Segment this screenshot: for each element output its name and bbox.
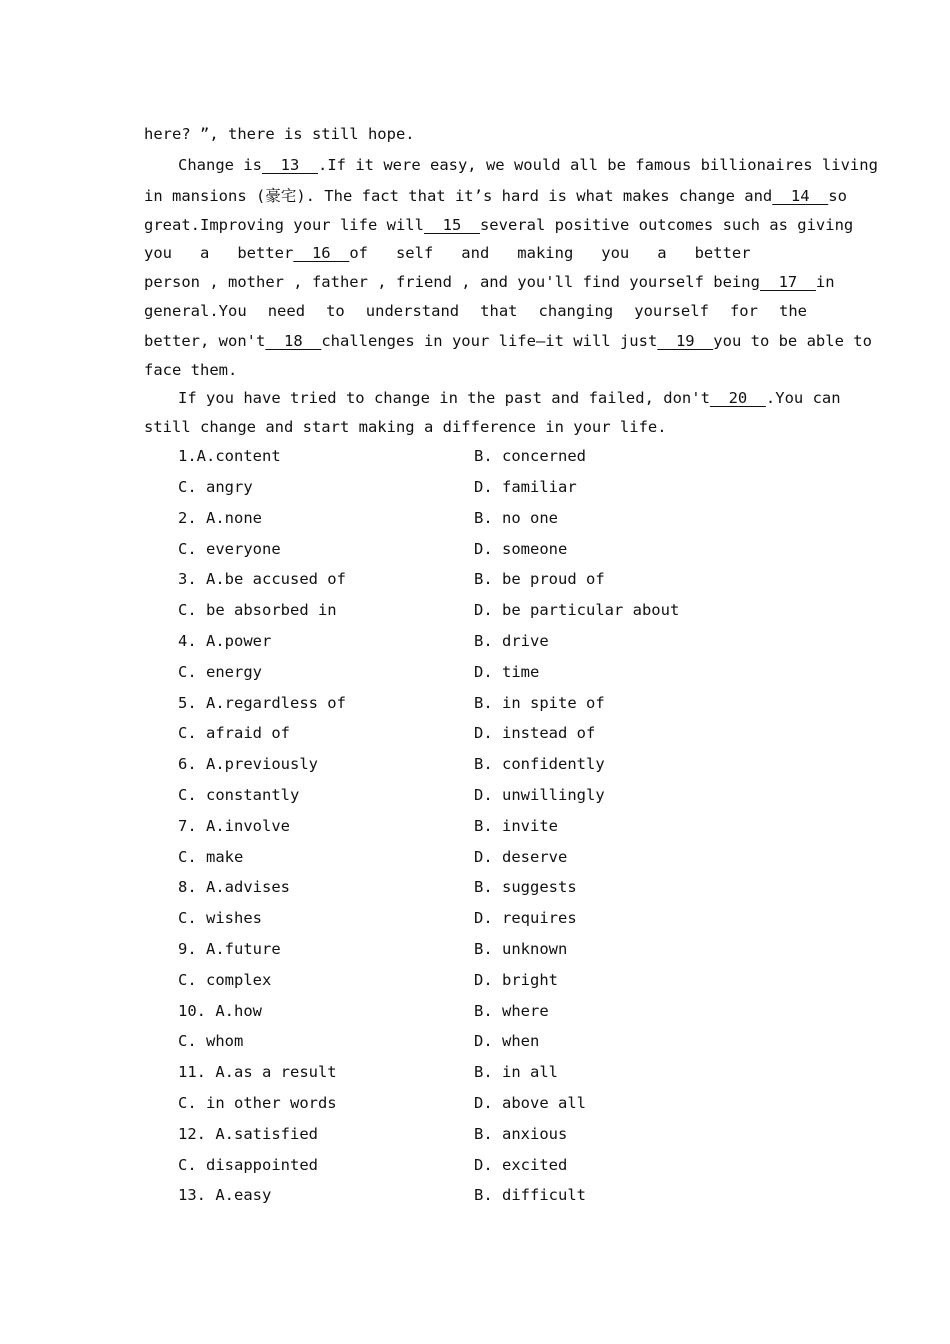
option-b: B. no one xyxy=(474,509,558,527)
passage-line xyxy=(144,186,847,206)
option-c: C. disappointed xyxy=(178,1156,318,1174)
passage-line xyxy=(144,124,807,144)
blank-20: 20 xyxy=(709,389,766,407)
passage-text: If you have tried to change in the past and failed, don't xyxy=(178,389,710,407)
blank-15: 15 xyxy=(423,216,480,234)
blank-14: 14 xyxy=(772,187,829,205)
option-b: B. drive xyxy=(474,632,549,650)
option-a: 11. A.as a result xyxy=(178,1063,337,1081)
passage-line xyxy=(178,155,878,175)
option-b: B. in spite of xyxy=(474,694,605,712)
option-a: 10. A.how xyxy=(178,1002,262,1020)
option-a: 4. A.power xyxy=(178,632,272,650)
option-a: 5. A.regardless of xyxy=(178,694,346,712)
option-b: B. concerned xyxy=(474,447,586,465)
passage-text: in xyxy=(815,273,835,291)
option-b: B. difficult xyxy=(474,1186,586,1204)
passage-text: .If it were easy, we would all be famous billionaires living xyxy=(318,156,878,174)
passage-text: you to be able to xyxy=(713,332,872,350)
passage-text: great.Improving your life will xyxy=(144,216,424,234)
passage-line xyxy=(144,215,854,235)
passage-text: challenges in your life—it will just xyxy=(321,332,658,350)
option-b: B. suggests xyxy=(474,878,577,896)
passage-text: of self and making you a better xyxy=(349,244,751,262)
blank-16: 16 xyxy=(293,244,350,262)
blank-19: 19 xyxy=(657,332,714,350)
option-b: B. where xyxy=(474,1002,549,1020)
passage-text: better, won't xyxy=(144,332,266,350)
option-a: 13. A.easy xyxy=(178,1186,272,1204)
passage-text: Change is xyxy=(178,156,262,174)
passage-line xyxy=(144,331,872,351)
option-a: 7. A.involve xyxy=(178,817,290,835)
option-c: C. complex xyxy=(178,971,272,989)
option-d: D. someone xyxy=(474,540,568,558)
option-b: B. in all xyxy=(474,1063,558,1081)
passage-text: face them. xyxy=(144,361,238,379)
option-d: D. deserve xyxy=(474,848,568,866)
passage-line xyxy=(144,417,807,437)
option-c: C. in other words xyxy=(178,1094,337,1112)
option-b: B. anxious xyxy=(474,1125,568,1143)
blank-17: 17 xyxy=(759,273,816,291)
option-d: D. bright xyxy=(474,971,558,989)
option-a: 12. A.satisfied xyxy=(178,1125,318,1143)
option-c: C. be absorbed in xyxy=(178,601,337,619)
option-d: D. requires xyxy=(474,909,577,927)
option-d: D. when xyxy=(474,1032,540,1050)
option-c: C. whom xyxy=(178,1032,244,1050)
option-c: C. make xyxy=(178,848,244,866)
option-c: C. energy xyxy=(178,663,262,681)
passage-text: still change and start making a difference in your life. xyxy=(144,418,667,436)
option-d: D. unwillingly xyxy=(474,786,605,804)
option-a: 8. A.advises xyxy=(178,878,290,896)
option-b: B. be proud of xyxy=(474,570,605,588)
passage-text: here? ”, there is still hope. xyxy=(144,125,415,143)
passage-line xyxy=(144,301,807,321)
option-c: C. everyone xyxy=(178,540,281,558)
option-d: D. time xyxy=(474,663,540,681)
option-b: B. unknown xyxy=(474,940,568,958)
option-d: D. above all xyxy=(474,1094,586,1112)
blank-18: 18 xyxy=(265,332,322,350)
blank-13: 13 xyxy=(262,156,318,174)
passage-text: in mansions (豪宅). The fact that it’s hard is what makes change and xyxy=(144,187,773,205)
option-c: C. afraid of xyxy=(178,724,290,742)
option-d: D. excited xyxy=(474,1156,568,1174)
option-c: C. wishes xyxy=(178,909,262,927)
passage-text: so xyxy=(828,187,847,205)
option-d: D. familiar xyxy=(474,478,577,496)
passage-line xyxy=(144,360,807,380)
option-a: 6. A.previously xyxy=(178,755,318,773)
passage-text: several positive outcomes such as giving xyxy=(479,216,854,234)
option-d: D. be particular about xyxy=(474,601,680,619)
passage-line xyxy=(144,272,835,292)
option-b: B. invite xyxy=(474,817,558,835)
option-c: C. angry xyxy=(178,478,253,496)
option-b: B. confidently xyxy=(474,755,605,773)
passage-line xyxy=(178,388,841,408)
option-a: 3. A.be accused of xyxy=(178,570,346,588)
passage-line xyxy=(144,243,807,263)
option-a: 1.A.content xyxy=(178,447,281,465)
option-a: 9. A.future xyxy=(178,940,281,958)
option-a: 2. A.none xyxy=(178,509,262,527)
option-d: D. instead of xyxy=(474,724,596,742)
passage-text: person , mother , father , friend , and you'll find yourself being xyxy=(144,273,760,291)
passage-text: general.You need to understand that changing yourself for the xyxy=(144,302,807,320)
passage-text: .You can xyxy=(765,389,841,407)
passage-text: you a better xyxy=(144,244,294,262)
option-c: C. constantly xyxy=(178,786,300,804)
